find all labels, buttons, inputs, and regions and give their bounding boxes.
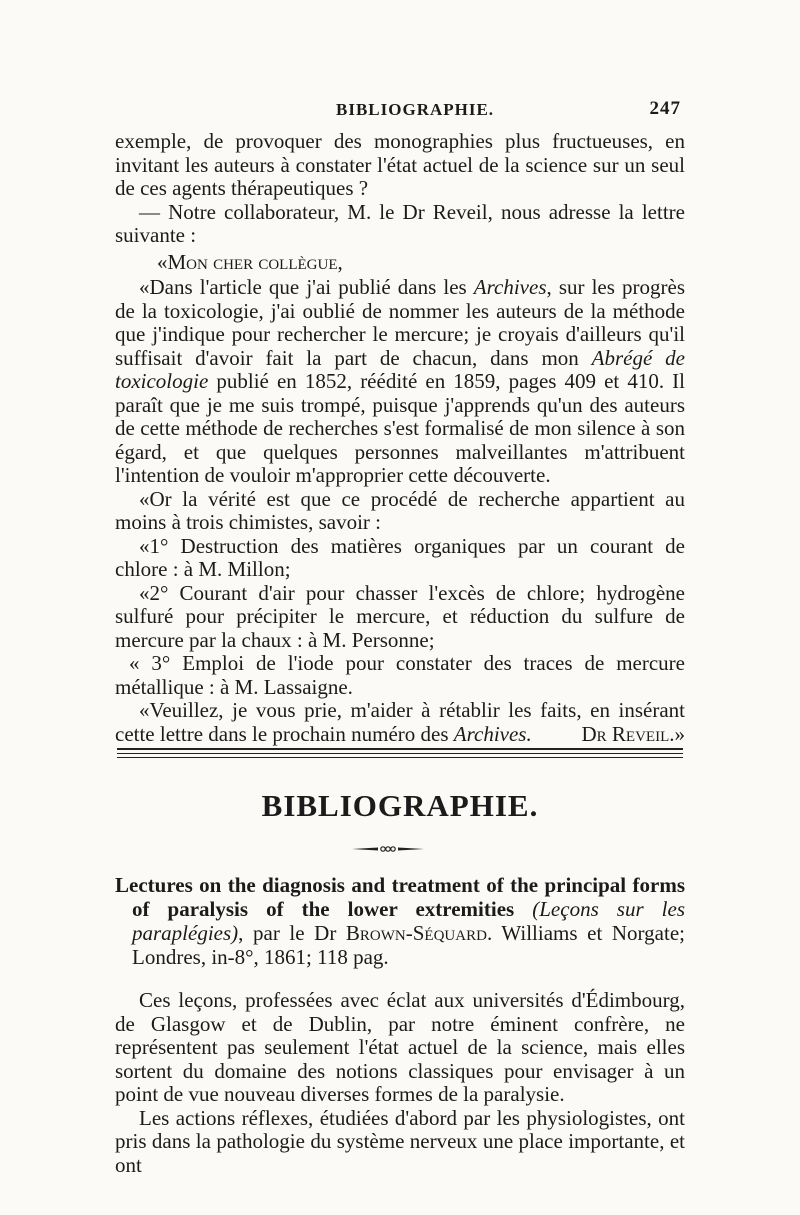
review-citation: Lectures on the diagnosis and treatment of the principal forms of paralysis of the lower extremities (Leçons sur les paraplégies), par le Dr Brown-Séquard. Williams et Norgate; Londres, in-8°, 1861; 118 pag. [115,873,685,969]
ornament-divider [352,845,424,853]
running-title: BIBLIOGRAPHIE. [336,100,495,119]
signature: Dr Reveil.» [581,721,685,746]
review-book-title: Lectures on the diagnosis and treatment of the principal forms of paralysis of the lower extremities [115,873,685,921]
letter-paragraph-1: «Dans l'article que j'ai publié dans les Archives, sur les progrès de la toxicologie, j'ai oublié de nommer les auteurs de la méthode que j'indique pour rechercher le mercure; je croyais d'ailleurs qu'il suffisait d'avoir fait la part de chacun, dans mon Abrégé de toxicologie publié en 1852, réédité en 1859, pages 409 et 410. Il paraît que je me suis trompé, puisque j'apprends qu'un des auteurs de cette méthode de recherches s'est formalisé de mon silence à son égard, et que quelques personnes malveillantes m'attribuent l'intention de vouloir m'approprier cette découverte. [115,275,686,487]
divider-rule-bottom [117,757,683,758]
letter-paragraph-2: «Or la vérité est que ce procédé de recherche appartient au moins à trois chimistes, savoir : [115,486,685,534]
review-french-title: (Leçons sur les paraplégies) [132,897,685,945]
letter-paragraph-personne: «2° Courant d'air pour chasser l'excès de chlore; hydrogène sulfuré pour précipiter le mercure, et réduction du sulfure de mercure par la chaux : à M. Personne; [115,580,685,652]
divider-rule-top [117,748,683,750]
review-paragraph-1: Ces leçons, professées avec éclat aux universités d'Édimbourg, de Glasgow et de Dublin, par notre éminent confrère, ne représentent pas seulement l'état actuel de la science, mais elles sortent du domaine des notions classiques pour envisager à un point de vue nouveau diverses formes de la paralysie. [115,988,685,1106]
paragraph-collaborator: — Notre collaborateur, M. le Dr Reveil, nous adresse la lettre suivante : [115,199,685,247]
letter-paragraph-lassaigne: « 3° Emploi de l'iode pour constater des traces de mercure métallique : à M. Lassaigne. [115,651,685,699]
letter-paragraph-millon: «1° Destruction des matières organiques par un courant de chlore : à M. Millon; [115,533,685,581]
paragraph-intro: exemple, de provoquer des monographies plus fructueuses, en invitant les auteurs à constater l'état actuel de la science sur un seul de ces agents thérapeutiques ? [115,129,685,200]
archives-journal-title: Archives [473,275,547,299]
page-number: 247 [649,98,681,119]
review-entry [115,873,685,1177]
letter-salutation: «Mon cher collègue, [157,249,343,274]
body-text-top [115,130,685,746]
abrege-book-title: Abrégé de toxicologie [115,345,686,393]
review-paragraph-2: Les actions réflexes, étudiées d'abord par les physiologistes, ont pris dans la pathologie du système nerveux une place importante, et ont [115,1105,685,1177]
running-header [115,100,685,124]
archives-journal-title-2: Archives. [453,721,532,746]
letter-paragraph-closing: «Veuillez, je vous prie, m'aider à rétablir les faits, en insérant cette lettre dans le prochain numéro des Archives. Dr Reveil.» [115,698,685,746]
divider-rule-middle [117,753,683,754]
review-author: Brown-Séquard [345,921,487,945]
section-title: BIBLIOGRAPHIE. [261,788,539,823]
